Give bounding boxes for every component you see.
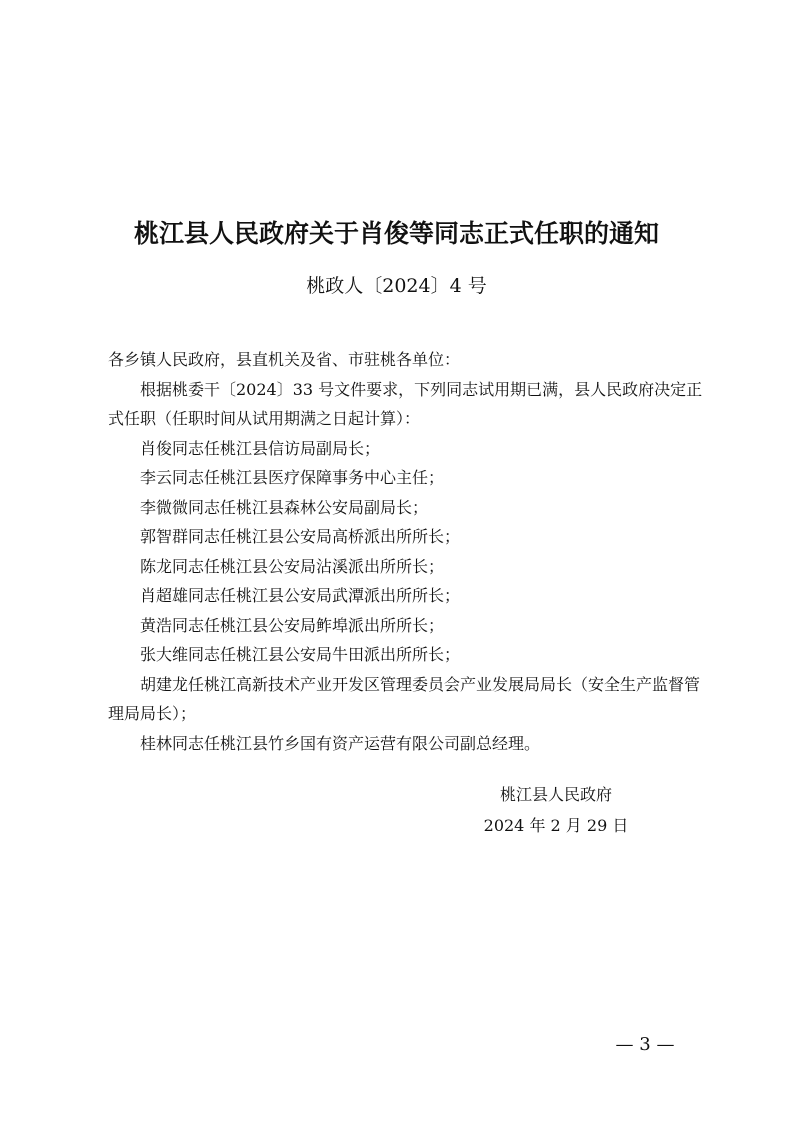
addressee: 各乡镇人民政府，县直机关及省、市驻桃各单位：: [108, 350, 461, 369]
appointment-item: 郭智群同志任桃江县公安局高桥派出所所长；: [140, 527, 461, 546]
document-body: [108, 345, 708, 758]
document-number: 桃政人〔2024〕4 号: [306, 275, 487, 297]
appointment-item: 张大维同志任桃江县公安局牛田派出所所长；: [140, 645, 461, 664]
document-title: 桃江县人民政府关于肖俊等同志正式任职的通知: [133, 219, 659, 248]
intro-paragraph: 根据桃委干〔2024〕33 号文件要求，下列同志试用期已满，县人民政府决定正式任职（任职时间从试用期满之日起计算）：: [108, 379, 703, 428]
appointment-item: 肖超雄同志任桃江县公安局武潭派出所所长；: [140, 586, 461, 605]
appointment-item: 李云同志任桃江县医疗保障事务中心主任；: [140, 468, 445, 487]
appointment-item: 桂林同志任桃江县竹乡国有资产运营有限公司副总经理。: [140, 733, 541, 753]
appointment-item: 李微微同志任桃江县森林公安局副局长；: [140, 497, 429, 517]
issuer-name: 桃江县人民政府: [499, 785, 612, 804]
issue-date: 2024 年 2 月 29 日: [483, 816, 629, 835]
appointment-list: [108, 434, 708, 759]
page-number: — 3 —: [615, 1034, 675, 1055]
appointment-item: 胡建龙任桃江高新技术产业开发区管理委员会产业发展局局长（安全生产监督管理局局长）；: [108, 674, 701, 723]
appointment-item: 黄浩同志任桃江县公安局鲊埠派出所所长；: [140, 615, 445, 635]
signature-block: [476, 779, 636, 841]
appointment-item: 陈龙同志任桃江县公安局沾溪派出所所长；: [140, 556, 445, 576]
appointment-item: 肖俊同志任桃江县信访局副局长；: [140, 438, 381, 458]
